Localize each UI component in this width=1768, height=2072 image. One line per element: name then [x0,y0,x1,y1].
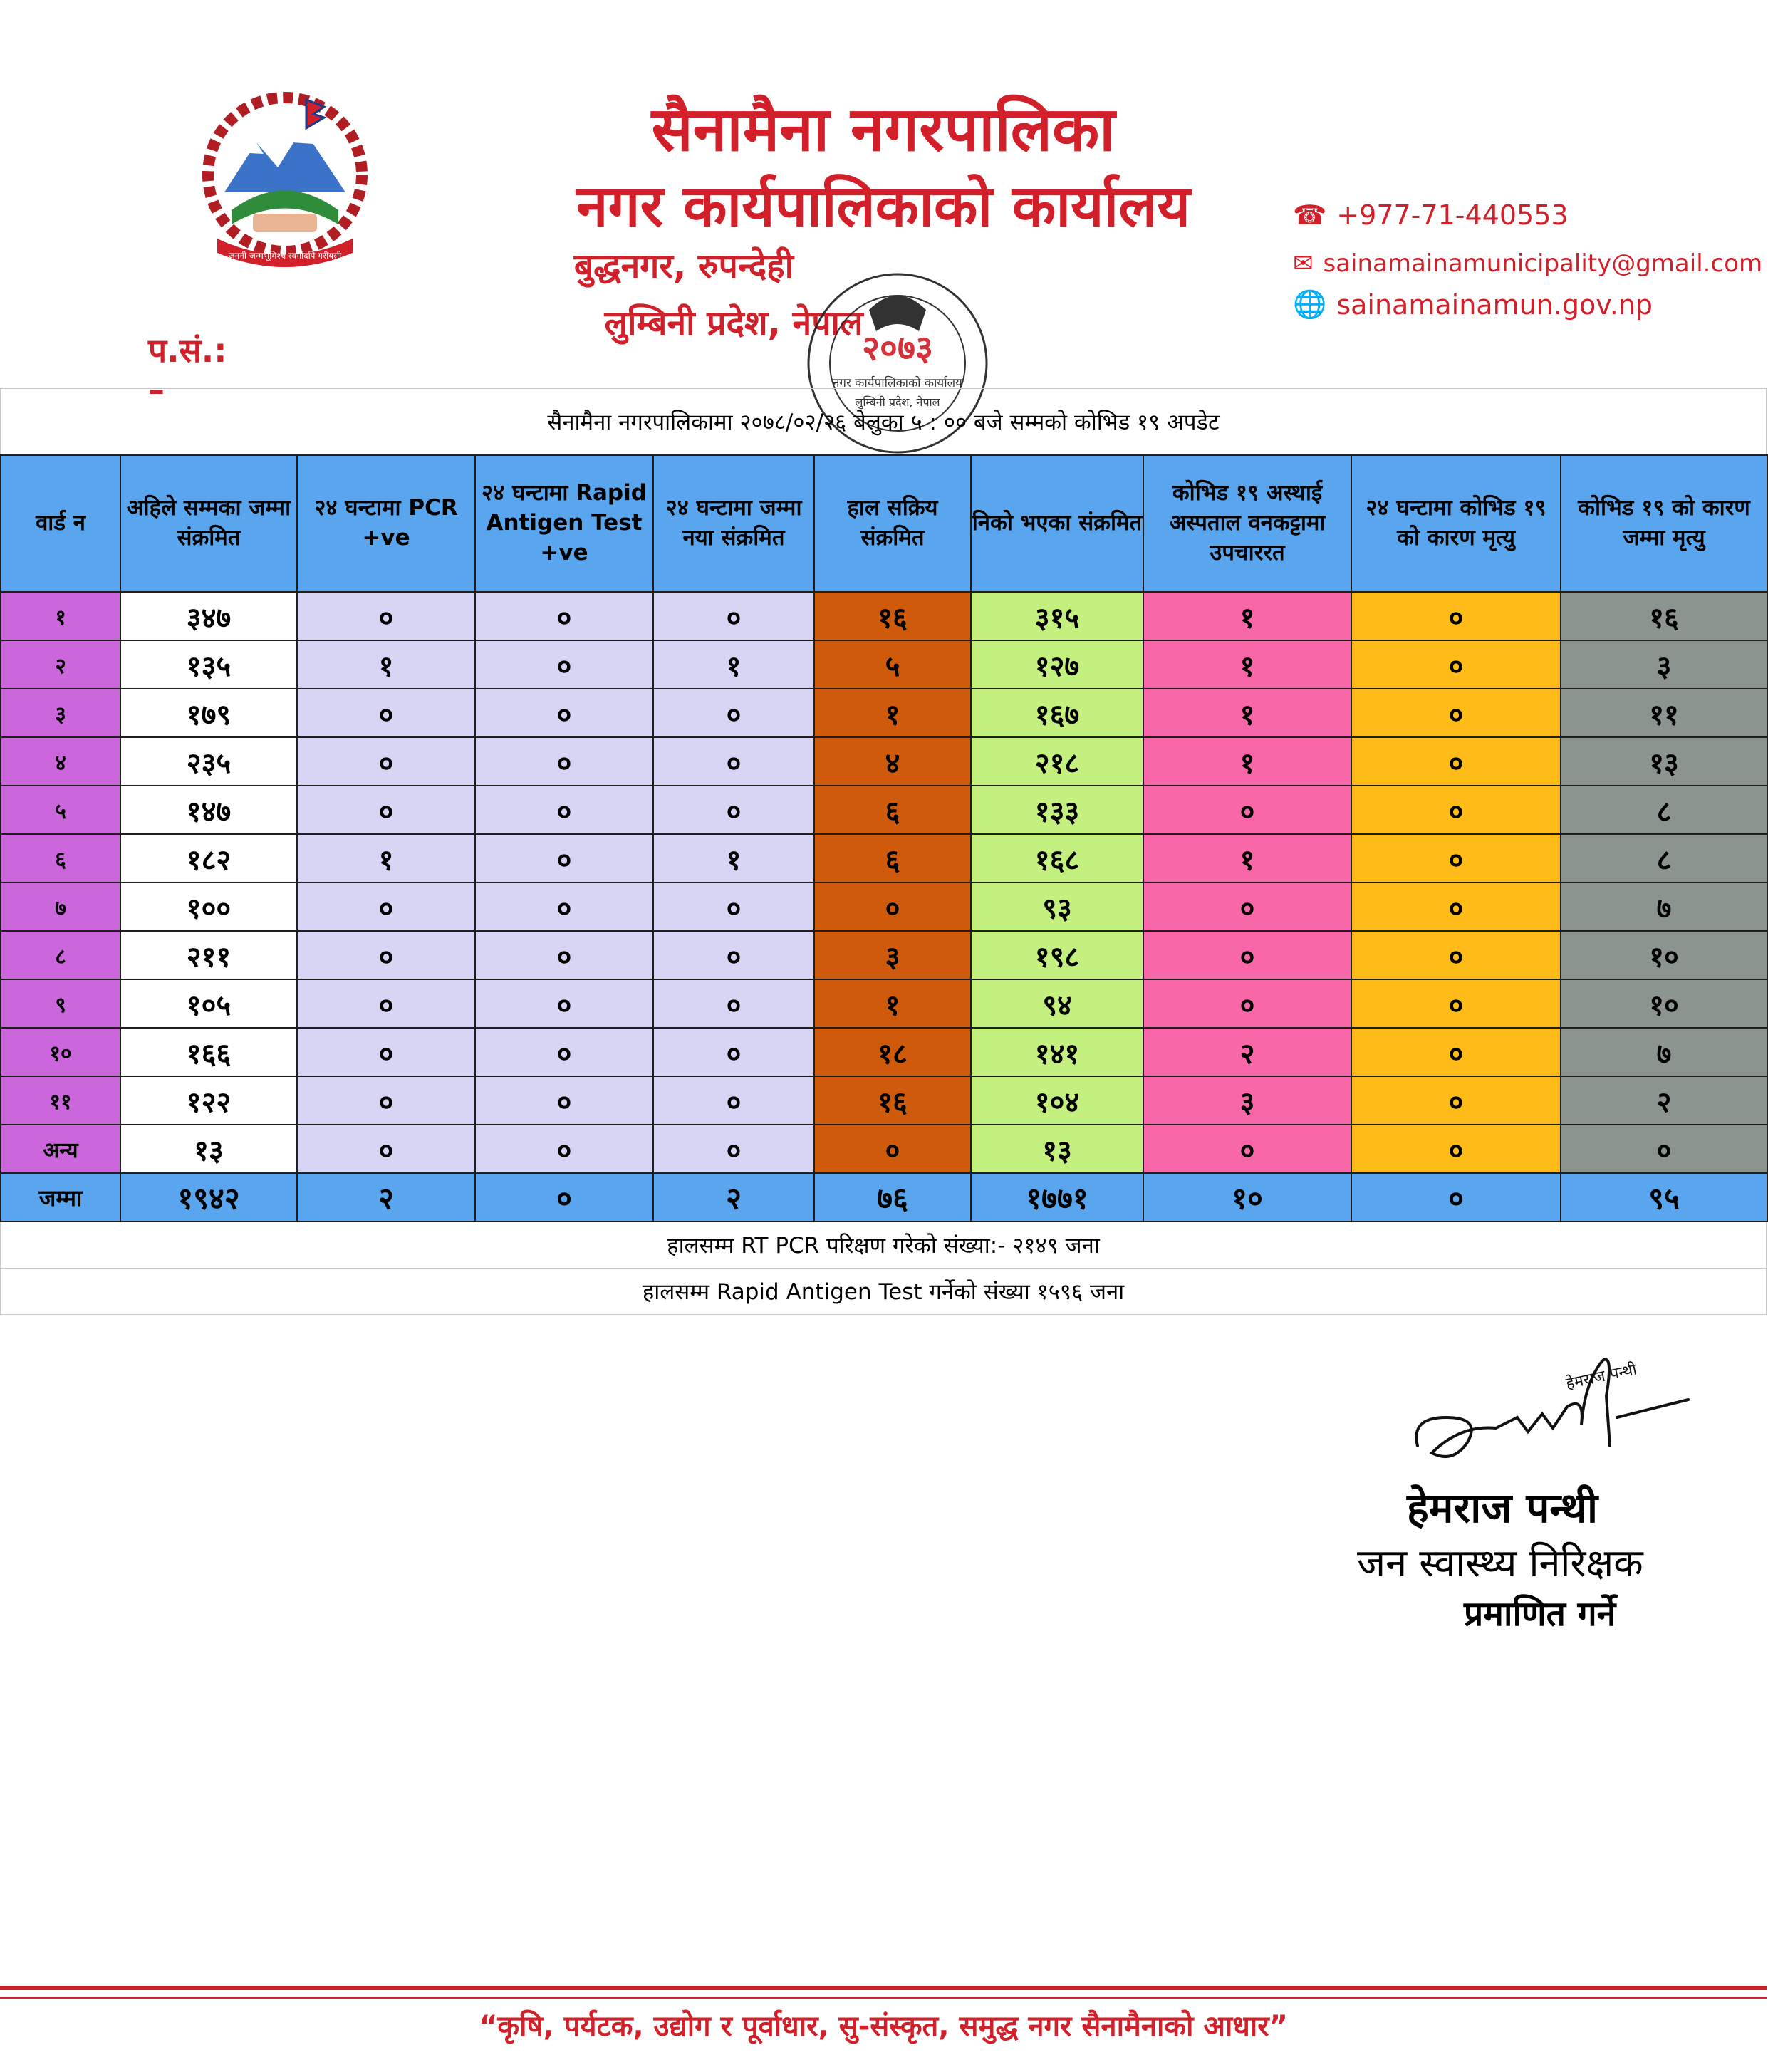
table-header-row [1,455,1767,592]
cell-pcr-24h: ० [297,1076,475,1125]
covid-ward-table [0,454,1768,1222]
cell-ward: अन्य [1,1125,120,1173]
cell-total-deaths: ८ [1561,834,1767,883]
cell-total-infected: १३५ [120,640,297,689]
cell-hospital: ३ [1143,1076,1351,1125]
table-row [1,979,1767,1028]
cell-deaths-24h: ० [1351,1076,1561,1125]
signatory-title: जन स्वास्थ्य निरिक्षक [1357,1541,1643,1586]
header-hospital: कोभिड १९ अस्थाई अस्पताल वनकट्टामा उपचाररत [1143,455,1351,592]
cell-active: १६ [814,1076,971,1125]
phone-contact [1293,199,1569,231]
table-row [1,737,1767,786]
cell-total-infected: ३४७ [120,592,297,640]
antigen-test-count: हालसम्म Rapid Antigen Test गर्नेको संख्या १५९६ जना [0,1269,1767,1315]
globe-icon: 🌐 [1293,288,1327,320]
cell-antigen-24h: ० [475,737,653,786]
cell-hospital: ० [1143,1125,1351,1173]
cell-hospital: १ [1143,737,1351,786]
table-row [1,786,1767,834]
cell-hospital: १० [1143,1173,1351,1222]
cell-hospital: १ [1143,592,1351,640]
cell-total-infected: २३५ [120,737,297,786]
header-antigen-24h: २४ घन्टामा Rapid Antigen Test +ve [475,455,653,592]
svg-text:२०७३: २०७३ [862,328,933,368]
cell-total-infected: १०५ [120,979,297,1028]
cell-recovered: १३३ [971,786,1143,834]
cell-total-deaths: ७ [1561,1028,1767,1076]
cell-pcr-24h: ० [297,931,475,979]
cell-antigen-24h: ० [475,592,653,640]
cell-active: ० [814,1125,971,1173]
table-row [1,592,1767,640]
cell-deaths-24h: ० [1351,1028,1561,1076]
cell-active: ७६ [814,1173,971,1222]
cell-recovered: १६७ [971,689,1143,737]
envelope-icon: ✉ [1293,249,1314,278]
cell-new-24h: ० [653,1028,814,1076]
cell-antigen-24h: ० [475,640,653,689]
cell-ward: ३ [1,689,120,737]
cell-hospital: १ [1143,640,1351,689]
cell-antigen-24h: ० [475,834,653,883]
cell-deaths-24h: ० [1351,979,1561,1028]
cell-ward: १० [1,1028,120,1076]
cell-hospital: १ [1143,689,1351,737]
cell-deaths-24h: ० [1351,1125,1561,1173]
cell-total-deaths: ८ [1561,786,1767,834]
cell-deaths-24h: ० [1351,834,1561,883]
cell-ward: ६ [1,834,120,883]
cell-new-24h: १ [653,834,814,883]
table-row [1,1125,1767,1173]
cell-recovered: १९८ [971,931,1143,979]
municipality-motto: “कृषि, पर्यटक, उद्योग र पूर्वाधार, सु-संस्कृत, समुद्ध नगर सैनामैनाको आधार” [479,2010,1288,2043]
cell-active: १६ [814,592,971,640]
certified-label: प्रमाणित गर्ने [1464,1594,1616,1634]
cell-antigen-24h: ० [475,1028,653,1076]
cell-ward: १ [1,592,120,640]
cell-new-24h: ० [653,689,814,737]
cell-total-deaths: १३ [1561,737,1767,786]
svg-text:हेमराज पन्थी: हेमराज पन्थी [1564,1360,1639,1393]
cell-total-deaths: ३ [1561,640,1767,689]
pcr-test-count: हालसम्म RT PCR परिक्षण गरेको संख्या:- २१४९ जना [0,1222,1767,1269]
date-label-cut: – [148,370,165,409]
cell-ward: ११ [1,1076,120,1125]
table-row [1,834,1767,883]
cell-pcr-24h: ० [297,1028,475,1076]
cell-recovered: १०४ [971,1076,1143,1125]
cell-antigen-24h: ० [475,1173,653,1222]
cell-total-infected: १९४२ [120,1173,297,1222]
cell-ward: ८ [1,931,120,979]
cell-new-24h: ० [653,737,814,786]
cell-recovered: १३ [971,1125,1143,1173]
cell-ward: २ [1,640,120,689]
signatory-name: हेमराज पन्थी [1407,1484,1598,1532]
cell-total-deaths: १० [1561,979,1767,1028]
cell-recovered: ९४ [971,979,1143,1028]
cell-total-infected: १७९ [120,689,297,737]
cell-antigen-24h: ० [475,786,653,834]
header-new-24h: २४ घन्टामा जम्मा नया संक्रमित [653,455,814,592]
cell-total-deaths: ७ [1561,883,1767,931]
table-row [1,1028,1767,1076]
header-ward: वार्ड न [1,455,120,592]
reference-number-label: प.सं.: [148,331,227,370]
website-contact [1293,288,1653,321]
cell-total-deaths: ११ [1561,689,1767,737]
header-total-deaths: कोभिड १९ को कारण जम्मा मृत्यु [1561,455,1767,592]
cell-antigen-24h: ० [475,883,653,931]
cell-pcr-24h: ० [297,883,475,931]
cell-pcr-24h: ० [297,979,475,1028]
table-row [1,1076,1767,1125]
cell-recovered: १६८ [971,834,1143,883]
cell-new-24h: ० [653,1125,814,1173]
address-province: लुम्बिनी प्रदेश, नेपाल [604,303,863,343]
cell-hospital: २ [1143,1028,1351,1076]
svg-text:लुम्बिनी प्रदेश, नेपाल: लुम्बिनी प्रदेश, नेपाल [855,395,940,409]
cell-recovered: १४१ [971,1028,1143,1076]
table-caption: सैनामैना नगरपालिकामा २०७८/०२/२६ बेलुका ५ : ०० बजे सम्मको कोभिड १९ अपडेट [0,388,1767,454]
cell-deaths-24h: ० [1351,931,1561,979]
cell-deaths-24h: ० [1351,689,1561,737]
cell-hospital: ० [1143,883,1351,931]
cell-active: ६ [814,834,971,883]
cell-total-infected: १०० [120,883,297,931]
header-total-infected: अहिले सम्मका जम्मा संक्रमित [120,455,297,592]
cell-new-24h: ० [653,786,814,834]
cell-ward: ५ [1,786,120,834]
cell-ward: जम्मा [1,1173,120,1222]
cell-pcr-24h: ० [297,1125,475,1173]
header-deaths-24h: २४ घन्टामा कोभिड १९ को कारण मृत्यु [1351,455,1561,592]
cell-total-infected: १८२ [120,834,297,883]
cell-hospital: ० [1143,931,1351,979]
cell-total-deaths: १० [1561,931,1767,979]
cell-active: १ [814,689,971,737]
table-row [1,689,1767,737]
table-row [1,931,1767,979]
email-address: sainamainamunicipality@gmail.com [1323,249,1763,278]
cell-pcr-24h: ० [297,592,475,640]
cell-recovered: १२७ [971,640,1143,689]
cell-hospital: ० [1143,786,1351,834]
website-url: sainamainamun.gov.np [1336,288,1653,321]
cell-active: ६ [814,786,971,834]
cell-new-24h: ० [653,592,814,640]
phone-icon: ☎ [1293,199,1327,231]
cell-active: १ [814,979,971,1028]
table-total-row [1,1173,1767,1222]
cell-total-deaths: ० [1561,1125,1767,1173]
cell-new-24h: ० [653,883,814,931]
cell-active: ५ [814,640,971,689]
municipality-title: सैनामैना नगरपालिका [651,94,1116,165]
cell-recovered: २१८ [971,737,1143,786]
cell-recovered: १७७१ [971,1173,1143,1222]
footer-divider [0,1986,1767,1990]
cell-deaths-24h: ० [1351,786,1561,834]
cell-pcr-24h: २ [297,1173,475,1222]
cell-antigen-24h: ० [475,1076,653,1125]
cell-antigen-24h: ० [475,979,653,1028]
cell-pcr-24h: ० [297,786,475,834]
table-row [1,640,1767,689]
phone-number: +977-71-440553 [1336,199,1569,231]
cell-deaths-24h: ० [1351,1173,1561,1222]
email-contact [1293,249,1762,278]
cell-total-deaths: १६ [1561,592,1767,640]
cell-new-24h: ० [653,1076,814,1125]
cell-recovered: ३१५ [971,592,1143,640]
signature-scrawl-icon [1403,1339,1702,1482]
cell-total-deaths: २ [1561,1076,1767,1125]
cell-pcr-24h: १ [297,834,475,883]
cell-new-24h: ० [653,979,814,1028]
cell-new-24h: ० [653,931,814,979]
covid-update-table-block [0,388,1767,1315]
header-pcr-24h: २४ घन्टामा PCR +ve [297,455,475,592]
cell-antigen-24h: ० [475,931,653,979]
cell-ward: ९ [1,979,120,1028]
footer-divider-thin [0,1997,1767,1999]
cell-deaths-24h: ० [1351,640,1561,689]
cell-pcr-24h: १ [297,640,475,689]
cell-new-24h: २ [653,1173,814,1222]
cell-new-24h: १ [653,640,814,689]
cell-antigen-24h: ० [475,1125,653,1173]
cell-total-infected: १६६ [120,1028,297,1076]
cell-active: ३ [814,931,971,979]
cell-hospital: १ [1143,834,1351,883]
cell-pcr-24h: ० [297,737,475,786]
cell-active: ० [814,883,971,931]
cell-total-deaths: ९५ [1561,1173,1767,1222]
cell-pcr-24h: ० [297,689,475,737]
cell-total-infected: १४७ [120,786,297,834]
cell-active: १८ [814,1028,971,1076]
address-city: बुद्धनगर, रुपन्देही [573,246,794,286]
cell-ward: ४ [1,737,120,786]
office-title: नगर कार्यपालिकाको कार्यालय [576,173,1190,239]
cell-deaths-24h: ० [1351,737,1561,786]
table-row [1,883,1767,931]
header-recovered: निको भएका संक्रमित [971,455,1143,592]
cell-total-infected: २११ [120,931,297,979]
cell-hospital: ० [1143,979,1351,1028]
cell-deaths-24h: ० [1351,592,1561,640]
header-active: हाल सक्रिय संक्रमित [814,455,971,592]
cell-recovered: ९३ [971,883,1143,931]
cell-total-infected: १२२ [120,1076,297,1125]
cell-total-infected: १३ [120,1125,297,1173]
cell-deaths-24h: ० [1351,883,1561,931]
cell-active: ४ [814,737,971,786]
svg-text:जननी जन्मभूमिश्च स्वर्गादपि गर: जननी जन्मभूमिश्च स्वर्गादपि गरीयसी [228,251,342,261]
svg-text:नगर कार्यपालिकाको कार्यालय: नगर कार्यपालिकाको कार्यालय [832,376,963,390]
cell-antigen-24h: ० [475,689,653,737]
cell-ward: ७ [1,883,120,931]
